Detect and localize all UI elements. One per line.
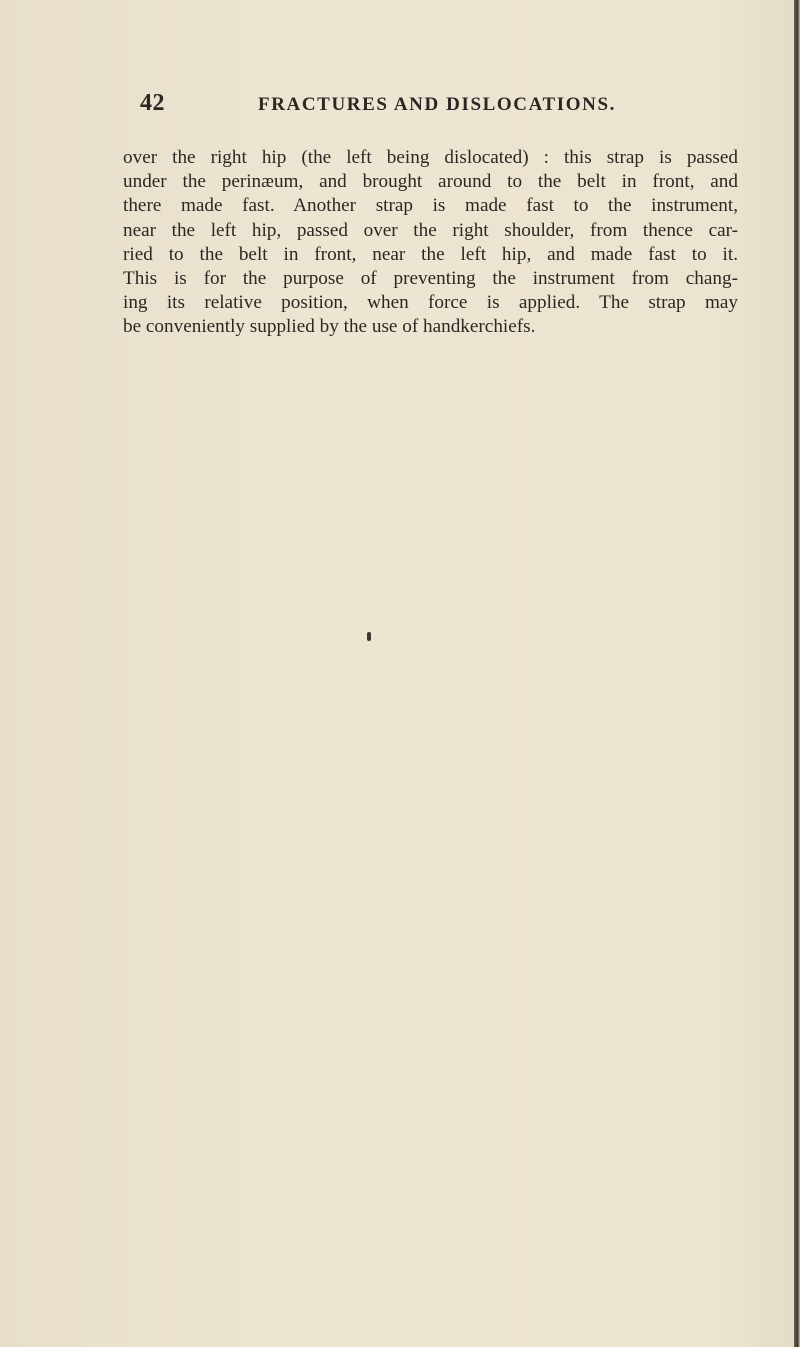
text-line: over the right hip (the left being dislocated) : this strap is passed <box>123 147 738 168</box>
text-line: This is for the purpose of preventing the instrument from chang- <box>123 267 738 289</box>
running-title: FRACTURES AND DISLOCATIONS. <box>258 94 616 115</box>
text-line: ried to the belt in front, near the left hip, and made fast to it. <box>123 243 738 265</box>
paragraph <box>123 146 738 340</box>
text-line: under the perinæum, and brought around to the belt in front, and <box>123 171 738 193</box>
page-number: 42 <box>140 90 165 116</box>
text-line: there made fast. Another strap is made fast to the instrument, <box>123 195 738 217</box>
text-line: near the left hip, passed over the right shoulder, from thence car- <box>123 219 738 241</box>
text-line: be conveniently supplied by the use of handkerchiefs. <box>123 316 536 338</box>
page-header <box>140 90 660 122</box>
text-line: ing its relative position, when force is applied. The strap may <box>123 292 738 314</box>
page-edge-shadow <box>794 0 800 1347</box>
ink-speck <box>367 632 371 641</box>
